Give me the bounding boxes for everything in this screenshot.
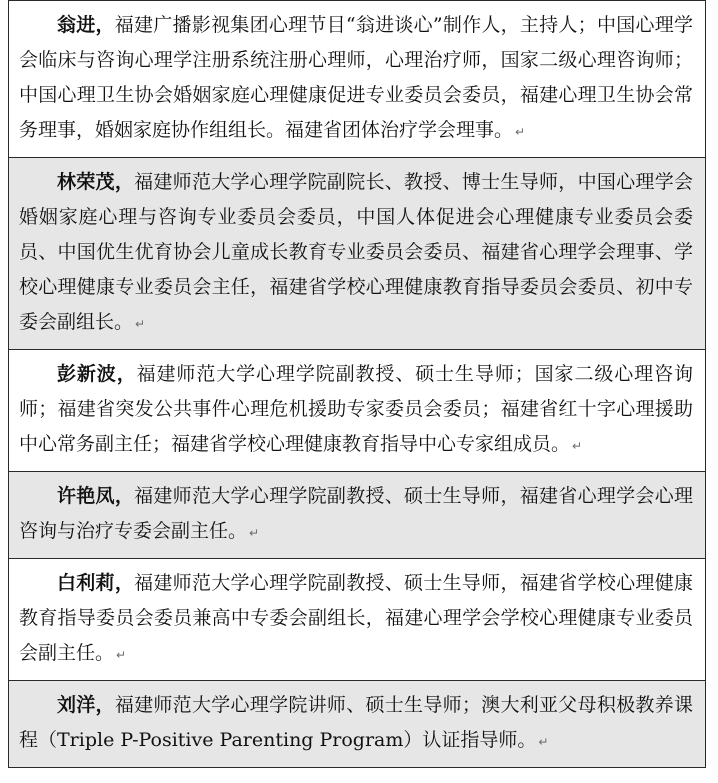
profile-text xyxy=(19,357,693,464)
profile-cell xyxy=(9,350,706,472)
profile-row-2 xyxy=(9,158,706,350)
profile-cell xyxy=(9,472,706,559)
profile-text xyxy=(19,479,693,551)
profile-text xyxy=(19,8,693,150)
person-name: 彭新波， xyxy=(57,363,137,385)
person-name: 许艳凤， xyxy=(57,485,135,507)
profile-cell xyxy=(9,559,706,681)
person-description: 福建师范大学心理学院副教授、硕士生导师，福建省心理学会心理咨询与治疗专委会副主任。 xyxy=(19,485,693,542)
person-description: 福建师范大学心理学院副教授、硕士生导师，福建省学校心理健康教育指导委员会委员兼高中专委会副组长，福建心理学会学校心理健康专业委员会副主任。 xyxy=(19,572,693,664)
paragraph-mark-icon: ↵ xyxy=(116,648,127,662)
person-description: 福建广播影视集团心理节目“翁进谈心”制作人，主持人；中国心理学会临床与咨询心理学注册系统注册心理师，心理治疗师，国家二级心理咨询师；中国心理卫生协会婚姻家庭心理健康促进专业委员会委员，福建心理卫生协会常务理事，婚姻家庭协作组组长。福建省团体治疗学会理事。 xyxy=(19,14,693,141)
profile-text xyxy=(19,688,693,760)
profile-text xyxy=(19,165,693,342)
profile-row-6 xyxy=(9,681,706,768)
person-description: 福建师范大学心理学院副教授、硕士生导师；国家二级心理咨询师；福建省突发公共事件心理危机援助专家委员会委员；福建省红十字心理援助中心常务副主任；福建省学校心理健康教育指导中心专家组成员。 xyxy=(19,363,693,455)
person-description: 福建师范大学心理学院副院长、教授、博士生导师，中国心理学会婚姻家庭心理与咨询专业委员会委员，中国人体促进会心理健康专业委员会委员、中国优生优育协会儿童成长教育专业委员会委员、福建省心理学会理事、学校心理健康专业委员会主任，福建省学校心理健康教育指导委员会委员、初中专委会副组长。 xyxy=(19,171,693,333)
profile-row-5 xyxy=(9,559,706,681)
paragraph-mark-icon: ↵ xyxy=(538,735,549,749)
person-description: 福建师范大学心理学院讲师、硕士生导师；澳大利亚父母积极教养课程（Triple P-Positive Parenting Program）认证指导师。 xyxy=(19,694,693,751)
profiles-table xyxy=(8,0,706,768)
person-name: 林荣茂， xyxy=(57,171,135,193)
person-name: 翁进， xyxy=(57,14,115,36)
profile-row-1 xyxy=(9,1,706,158)
profile-cell xyxy=(9,1,706,158)
person-name: 刘洋， xyxy=(57,694,115,716)
paragraph-mark-icon: ↵ xyxy=(249,526,260,540)
paragraph-mark-icon: ↵ xyxy=(572,439,583,453)
profile-text xyxy=(19,566,693,673)
person-name: 白利莉， xyxy=(57,572,135,594)
profile-row-3 xyxy=(9,350,706,472)
profile-cell xyxy=(9,158,706,350)
paragraph-mark-icon: ↵ xyxy=(135,317,146,331)
profile-cell xyxy=(9,681,706,768)
paragraph-mark-icon: ↵ xyxy=(515,125,526,139)
profile-row-4 xyxy=(9,472,706,559)
